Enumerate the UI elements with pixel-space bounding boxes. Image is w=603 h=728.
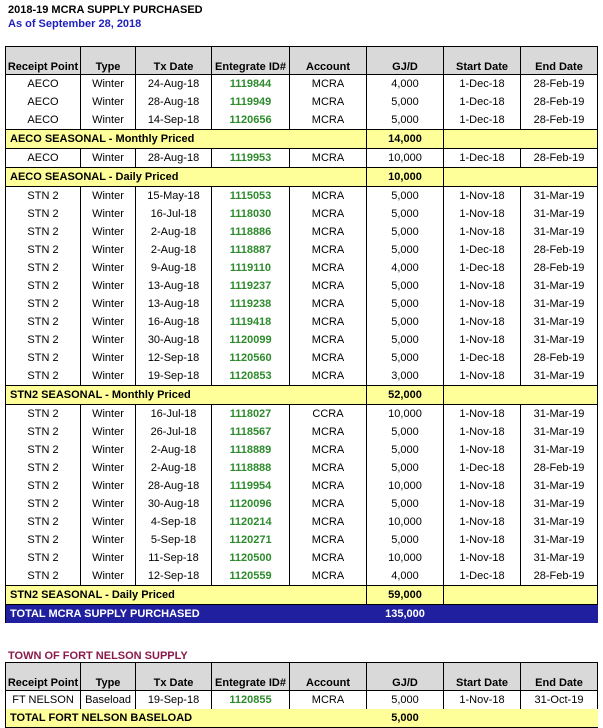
account-cell: MCRA — [290, 477, 367, 495]
receipt-point-cell: STN 2 — [6, 187, 81, 206]
entegrate-id-cell: 1120214 — [212, 513, 290, 531]
table-row — [6, 477, 598, 495]
entegrate-id-cell: 1120096 — [212, 495, 290, 513]
subtotal-row — [6, 130, 598, 149]
type-cell: Winter — [81, 459, 136, 477]
start-date-cell: 1-Nov-18 — [444, 277, 521, 295]
mcra-supply-table — [5, 46, 598, 623]
gjd-cell: 5,000 — [367, 93, 444, 111]
tx-date-cell: 16-Jul-18 — [136, 405, 212, 424]
end-date-cell: 28-Feb-19 — [521, 459, 598, 477]
start-date-cell: 1-Dec-18 — [444, 259, 521, 277]
type-cell: Winter — [81, 241, 136, 259]
col-header-end-date: End Date — [521, 47, 598, 75]
tx-date-cell: 14-Sep-18 — [136, 111, 212, 130]
account-cell: MCRA — [290, 331, 367, 349]
start-date-cell: 1-Nov-18 — [444, 495, 521, 513]
type-cell: Winter — [81, 331, 136, 349]
account-cell: MCRA — [290, 567, 367, 586]
receipt-point-cell: STN 2 — [6, 277, 81, 295]
receipt-point-cell: STN 2 — [6, 349, 81, 367]
entegrate-id-cell: 1120853 — [212, 367, 290, 386]
tx-date-cell: 11-Sep-18 — [136, 549, 212, 567]
entegrate-id-cell: 1120855 — [212, 691, 290, 710]
start-date-cell: 1-Dec-18 — [444, 75, 521, 94]
table-row — [6, 331, 598, 349]
gjd-cell: 10,000 — [367, 549, 444, 567]
start-date-cell: 1-Nov-18 — [444, 295, 521, 313]
table-row — [6, 423, 598, 441]
tx-date-cell: 2-Aug-18 — [136, 223, 212, 241]
subtotal-row-value: 10,000 — [367, 168, 444, 187]
subtotal-row-value: 14,000 — [367, 130, 444, 149]
gjd-cell: 5,000 — [367, 295, 444, 313]
end-date-cell: 28-Feb-19 — [521, 149, 598, 168]
table-row — [6, 241, 598, 259]
total-row — [6, 605, 598, 624]
fort-nelson-title: TOWN OF FORT NELSON SUPPLY — [8, 650, 188, 662]
account-cell: MCRA — [290, 241, 367, 259]
col-header-tx-date: Tx Date — [136, 47, 212, 75]
receipt-point-cell: AECO — [6, 75, 81, 94]
tx-date-cell: 16-Aug-18 — [136, 313, 212, 331]
start-date-cell: 1-Nov-18 — [444, 531, 521, 549]
table-row — [6, 205, 598, 223]
tx-date-cell: 13-Aug-18 — [136, 277, 212, 295]
account-cell: MCRA — [290, 367, 367, 386]
receipt-point-cell: STN 2 — [6, 549, 81, 567]
receipt-point-cell: STN 2 — [6, 331, 81, 349]
gjd-cell: 5,000 — [367, 531, 444, 549]
subtotal-row-value: 52,000 — [367, 386, 444, 405]
gjd-cell: 5,000 — [367, 223, 444, 241]
table-row — [6, 531, 598, 549]
tx-date-cell: 30-Aug-18 — [136, 331, 212, 349]
type-cell: Winter — [81, 531, 136, 549]
receipt-point-cell: STN 2 — [6, 259, 81, 277]
fort-nelson-total-row-value: 5,000 — [367, 709, 444, 728]
end-date-cell: 28-Feb-19 — [521, 349, 598, 367]
account-cell: MCRA — [290, 223, 367, 241]
start-date-cell: 1-Nov-18 — [444, 223, 521, 241]
type-cell: Winter — [81, 441, 136, 459]
receipt-point-cell: STN 2 — [6, 567, 81, 586]
table-row — [6, 549, 598, 567]
account-cell: MCRA — [290, 691, 367, 710]
entegrate-id-cell: 1120271 — [212, 531, 290, 549]
start-date-cell: 1-Nov-18 — [444, 331, 521, 349]
receipt-point-cell: STN 2 — [6, 405, 81, 424]
gjd-cell: 10,000 — [367, 405, 444, 424]
gjd-cell: 5,000 — [367, 111, 444, 130]
entegrate-id-cell: 1119954 — [212, 477, 290, 495]
start-date-cell: 1-Nov-18 — [444, 691, 521, 710]
table-row — [6, 367, 598, 386]
subtotal-row-label: STN2 SEASONAL - Daily Priced — [6, 586, 367, 605]
gjd-cell: 4,000 — [367, 75, 444, 94]
receipt-point-cell: STN 2 — [6, 477, 81, 495]
end-date-cell: 31-Mar-19 — [521, 441, 598, 459]
table-row — [6, 313, 598, 331]
account-cell: MCRA — [290, 149, 367, 168]
entegrate-id-cell: 1119953 — [212, 149, 290, 168]
tx-date-cell: 13-Aug-18 — [136, 295, 212, 313]
tx-date-cell: 28-Aug-18 — [136, 477, 212, 495]
fort-nelson-total-row-filler — [444, 709, 598, 728]
start-date-cell: 1-Nov-18 — [444, 405, 521, 424]
account-cell: MCRA — [290, 93, 367, 111]
type-cell: Winter — [81, 259, 136, 277]
table-row — [6, 223, 598, 241]
tx-date-cell: 12-Sep-18 — [136, 349, 212, 367]
col-header-start-date: Start Date — [444, 663, 521, 691]
end-date-cell: 28-Feb-19 — [521, 567, 598, 586]
gjd-cell: 5,000 — [367, 187, 444, 206]
end-date-cell: 28-Feb-19 — [521, 259, 598, 277]
report-date: As of September 28, 2018 — [8, 18, 142, 30]
start-date-cell: 1-Nov-18 — [444, 187, 521, 206]
entegrate-id-cell: 1119844 — [212, 75, 290, 94]
gjd-cell: 3,000 — [367, 367, 444, 386]
gjd-cell: 5,000 — [367, 423, 444, 441]
gjd-cell: 5,000 — [367, 691, 444, 710]
tx-date-cell: 28-Aug-18 — [136, 149, 212, 168]
type-cell: Winter — [81, 349, 136, 367]
start-date-cell: 1-Dec-18 — [444, 567, 521, 586]
receipt-point-cell: AECO — [6, 93, 81, 111]
account-cell: MCRA — [290, 513, 367, 531]
gjd-cell: 10,000 — [367, 513, 444, 531]
account-cell: MCRA — [290, 277, 367, 295]
tx-date-cell: 24-Aug-18 — [136, 75, 212, 94]
start-date-cell: 1-Dec-18 — [444, 459, 521, 477]
entegrate-id-cell: 1119238 — [212, 295, 290, 313]
total-row-label: TOTAL MCRA SUPPLY PURCHASED — [6, 605, 367, 624]
end-date-cell: 31-Mar-19 — [521, 313, 598, 331]
type-cell: Winter — [81, 567, 136, 586]
table-row — [6, 295, 598, 313]
end-date-cell: 28-Feb-19 — [521, 75, 598, 94]
receipt-point-cell: FT NELSON — [6, 691, 81, 710]
subtotal-row-label: AECO SEASONAL - Daily Priced — [6, 168, 367, 187]
account-cell: MCRA — [290, 187, 367, 206]
gjd-cell: 10,000 — [367, 149, 444, 168]
total-row-value: 135,000 — [367, 605, 444, 624]
entegrate-id-cell: 1120559 — [212, 567, 290, 586]
subtotal-row — [6, 586, 598, 605]
subtotal-row-value: 59,000 — [367, 586, 444, 605]
start-date-cell: 1-Nov-18 — [444, 313, 521, 331]
account-cell: MCRA — [290, 349, 367, 367]
start-date-cell: 1-Dec-18 — [444, 149, 521, 168]
entegrate-id-cell: 1115053 — [212, 187, 290, 206]
table-row — [6, 349, 598, 367]
start-date-cell: 1-Nov-18 — [444, 441, 521, 459]
subtotal-row — [6, 168, 598, 187]
type-cell: Winter — [81, 313, 136, 331]
col-header-receipt-point: Receipt Point — [6, 663, 81, 691]
type-cell: Winter — [81, 187, 136, 206]
subtotal-row-label: STN2 SEASONAL - Monthly Priced — [6, 386, 367, 405]
col-header-account: Account — [290, 47, 367, 75]
fort-nelson-total-row-label: TOTAL FORT NELSON BASELOAD — [6, 709, 367, 728]
tx-date-cell: 19-Sep-18 — [136, 691, 212, 710]
account-cell: MCRA — [290, 75, 367, 94]
table-row — [6, 405, 598, 424]
start-date-cell: 1-Dec-18 — [444, 241, 521, 259]
subtotal-row-filler — [444, 386, 598, 405]
end-date-cell: 31-Mar-19 — [521, 405, 598, 424]
entegrate-id-cell: 1118030 — [212, 205, 290, 223]
table-row — [6, 149, 598, 168]
end-date-cell: 31-Mar-19 — [521, 205, 598, 223]
start-date-cell: 1-Nov-18 — [444, 423, 521, 441]
receipt-point-cell: AECO — [6, 111, 81, 130]
gjd-cell: 5,000 — [367, 331, 444, 349]
col-header-gjd: GJ/D — [367, 47, 444, 75]
account-cell: MCRA — [290, 459, 367, 477]
receipt-point-cell: STN 2 — [6, 313, 81, 331]
end-date-cell: 28-Feb-19 — [521, 93, 598, 111]
fort-nelson-total-row — [6, 709, 598, 728]
gjd-cell: 5,000 — [367, 441, 444, 459]
tx-date-cell: 19-Sep-18 — [136, 367, 212, 386]
end-date-cell: 28-Feb-19 — [521, 241, 598, 259]
account-cell: MCRA — [290, 313, 367, 331]
account-cell: MCRA — [290, 549, 367, 567]
receipt-point-cell: STN 2 — [6, 241, 81, 259]
subtotal-row-label: AECO SEASONAL - Monthly Priced — [6, 130, 367, 149]
account-cell: MCRA — [290, 295, 367, 313]
start-date-cell: 1-Dec-18 — [444, 93, 521, 111]
gjd-cell: 5,000 — [367, 277, 444, 295]
entegrate-id-cell: 1119237 — [212, 277, 290, 295]
end-date-cell: 31-Mar-19 — [521, 549, 598, 567]
start-date-cell: 1-Dec-18 — [444, 111, 521, 130]
type-cell: Winter — [81, 205, 136, 223]
entegrate-id-cell: 1120656 — [212, 111, 290, 130]
col-header-type: Type — [81, 47, 136, 75]
receipt-point-cell: STN 2 — [6, 205, 81, 223]
table-row — [6, 187, 598, 206]
table-row — [6, 495, 598, 513]
col-header-start-date: Start Date — [444, 47, 521, 75]
entegrate-id-cell: 1118887 — [212, 241, 290, 259]
tx-date-cell: 9-Aug-18 — [136, 259, 212, 277]
type-cell: Winter — [81, 149, 136, 168]
account-cell: MCRA — [290, 495, 367, 513]
end-date-cell: 31-Mar-19 — [521, 513, 598, 531]
type-cell: Winter — [81, 277, 136, 295]
account-cell: CCRA — [290, 405, 367, 424]
entegrate-id-cell: 1120099 — [212, 331, 290, 349]
entegrate-id-cell: 1119949 — [212, 93, 290, 111]
col-header-account: Account — [290, 663, 367, 691]
col-header-entegrate-id: Entegrate ID# — [212, 47, 290, 75]
col-header-end-date: End Date — [521, 663, 598, 691]
type-cell: Winter — [81, 495, 136, 513]
receipt-point-cell: AECO — [6, 149, 81, 168]
start-date-cell: 1-Dec-18 — [444, 349, 521, 367]
type-cell: Winter — [81, 513, 136, 531]
end-date-cell: 31-Mar-19 — [521, 295, 598, 313]
entegrate-id-cell: 1118027 — [212, 405, 290, 424]
account-cell: MCRA — [290, 423, 367, 441]
col-header-type: Type — [81, 663, 136, 691]
col-header-gjd: GJ/D — [367, 663, 444, 691]
report-title: 2018-19 MCRA SUPPLY PURCHASED — [8, 4, 203, 16]
receipt-point-cell: STN 2 — [6, 295, 81, 313]
start-date-cell: 1-Nov-18 — [444, 205, 521, 223]
tx-date-cell: 2-Aug-18 — [136, 241, 212, 259]
entegrate-id-cell: 1120560 — [212, 349, 290, 367]
start-date-cell: 1-Nov-18 — [444, 477, 521, 495]
start-date-cell: 1-Nov-18 — [444, 513, 521, 531]
gjd-cell: 5,000 — [367, 241, 444, 259]
subtotal-row — [6, 386, 598, 405]
table-row — [6, 691, 598, 710]
table-row — [6, 259, 598, 277]
entegrate-id-cell: 1119418 — [212, 313, 290, 331]
receipt-point-cell: STN 2 — [6, 223, 81, 241]
gjd-cell: 5,000 — [367, 313, 444, 331]
mcra-header-row — [6, 47, 598, 75]
table-row — [6, 75, 598, 94]
account-cell: MCRA — [290, 259, 367, 277]
col-header-receipt-point: Receipt Point — [6, 47, 81, 75]
account-cell: MCRA — [290, 205, 367, 223]
end-date-cell: 31-Mar-19 — [521, 495, 598, 513]
tx-date-cell: 5-Sep-18 — [136, 531, 212, 549]
entegrate-id-cell: 1118886 — [212, 223, 290, 241]
tx-date-cell: 16-Jul-18 — [136, 205, 212, 223]
table-row — [6, 459, 598, 477]
table-row — [6, 567, 598, 586]
table-row — [6, 441, 598, 459]
receipt-point-cell: STN 2 — [6, 367, 81, 386]
type-cell: Winter — [81, 367, 136, 386]
receipt-point-cell: STN 2 — [6, 531, 81, 549]
entegrate-id-cell: 1119110 — [212, 259, 290, 277]
subtotal-row-filler — [444, 130, 598, 149]
tx-date-cell: 4-Sep-18 — [136, 513, 212, 531]
type-cell: Winter — [81, 75, 136, 94]
total-row-filler — [444, 605, 598, 624]
type-cell: Winter — [81, 477, 136, 495]
tx-date-cell: 12-Sep-18 — [136, 567, 212, 586]
tx-date-cell: 2-Aug-18 — [136, 441, 212, 459]
end-date-cell: 31-Mar-19 — [521, 187, 598, 206]
start-date-cell: 1-Nov-18 — [444, 549, 521, 567]
end-date-cell: 31-Mar-19 — [521, 477, 598, 495]
end-date-cell: 31-Mar-19 — [521, 277, 598, 295]
end-date-cell: 28-Feb-19 — [521, 111, 598, 130]
entegrate-id-cell: 1118888 — [212, 459, 290, 477]
type-cell: Winter — [81, 423, 136, 441]
receipt-point-cell: STN 2 — [6, 459, 81, 477]
type-cell: Baseload — [81, 691, 136, 710]
end-date-cell: 31-Mar-19 — [521, 331, 598, 349]
subtotal-row-filler — [444, 168, 598, 187]
gjd-cell: 5,000 — [367, 205, 444, 223]
table-row — [6, 93, 598, 111]
tx-date-cell: 15-May-18 — [136, 187, 212, 206]
fort-nelson-header-row — [6, 663, 598, 691]
receipt-point-cell: STN 2 — [6, 441, 81, 459]
tx-date-cell: 2-Aug-18 — [136, 459, 212, 477]
col-header-entegrate-id: Entegrate ID# — [212, 663, 290, 691]
tx-date-cell: 28-Aug-18 — [136, 93, 212, 111]
start-date-cell: 1-Nov-18 — [444, 367, 521, 386]
tx-date-cell: 26-Jul-18 — [136, 423, 212, 441]
subtotal-row-filler — [444, 586, 598, 605]
gjd-cell: 10,000 — [367, 477, 444, 495]
table-row — [6, 513, 598, 531]
receipt-point-cell: STN 2 — [6, 513, 81, 531]
end-date-cell: 31-Mar-19 — [521, 223, 598, 241]
receipt-point-cell: STN 2 — [6, 423, 81, 441]
entegrate-id-cell: 1118889 — [212, 441, 290, 459]
type-cell: Winter — [81, 111, 136, 130]
gjd-cell: 5,000 — [367, 459, 444, 477]
account-cell: MCRA — [290, 111, 367, 130]
gjd-cell: 5,000 — [367, 349, 444, 367]
type-cell: Winter — [81, 93, 136, 111]
type-cell: Winter — [81, 549, 136, 567]
tx-date-cell: 30-Aug-18 — [136, 495, 212, 513]
table-row — [6, 111, 598, 130]
entegrate-id-cell: 1118567 — [212, 423, 290, 441]
entegrate-id-cell: 1120500 — [212, 549, 290, 567]
col-header-tx-date: Tx Date — [136, 663, 212, 691]
fort-nelson-table — [5, 662, 598, 728]
gjd-cell: 4,000 — [367, 259, 444, 277]
end-date-cell: 31-Oct-19 — [521, 691, 598, 710]
type-cell: Winter — [81, 295, 136, 313]
type-cell: Winter — [81, 223, 136, 241]
type-cell: Winter — [81, 405, 136, 424]
end-date-cell: 31-Mar-19 — [521, 531, 598, 549]
end-date-cell: 31-Mar-19 — [521, 423, 598, 441]
account-cell: MCRA — [290, 441, 367, 459]
end-date-cell: 31-Mar-19 — [521, 367, 598, 386]
receipt-point-cell: STN 2 — [6, 495, 81, 513]
gjd-cell: 4,000 — [367, 567, 444, 586]
table-row — [6, 277, 598, 295]
account-cell: MCRA — [290, 531, 367, 549]
gjd-cell: 5,000 — [367, 495, 444, 513]
